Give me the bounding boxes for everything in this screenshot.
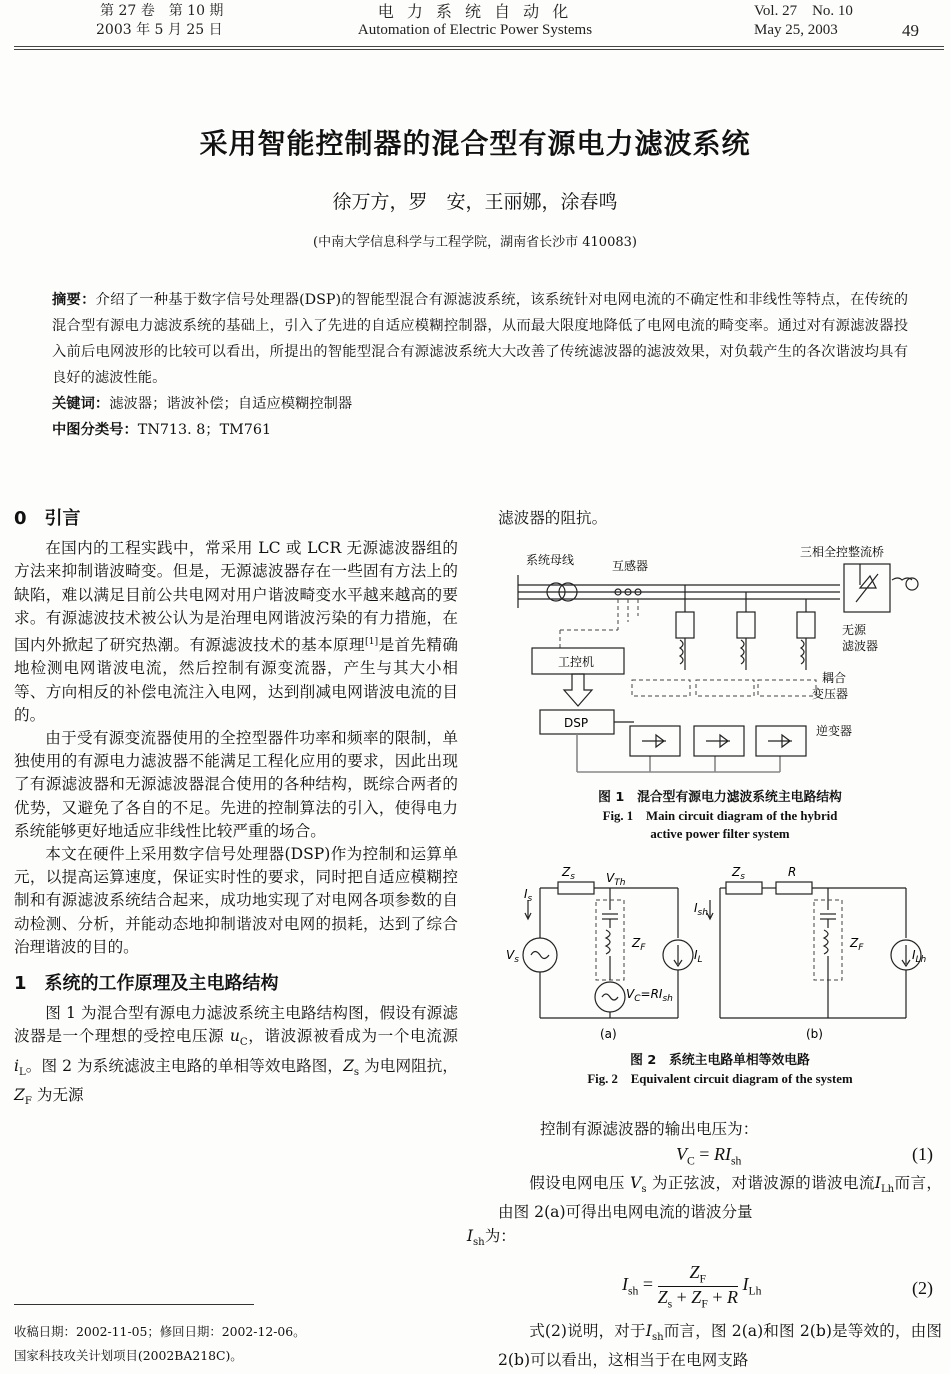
equation-2-number: (2) — [912, 1278, 933, 1298]
svg-text:ZF: $Z_F$ — [632, 936, 646, 953]
right-column-continuation: 滤波器的阻抗。 — [498, 509, 608, 527]
keywords: 滤波器；谐波补偿；自适应模糊控制器 — [109, 396, 353, 412]
svg-text:VTh: $V_{Th}$ — [606, 871, 626, 888]
intro-paragraph-1: 在国内的工程实践中，常采用 LC 或 LCR 无源滤波器组的方法来抑制谐波畸变。但是，无源滤波器存在一些固有方法上的缺陷，难以满足目前公共电网对用户谐波畸变水平越来越高的要求。有源滤波技术被公认为是治理电网谐波污染的有力措施，在国内外掀起了研究热潮。有源滤波技术的基本原理[1]是首先精确地检测电网谐波电流，然后控制有源变流器，产生与其大小相等、方向相反的补偿电流注入电网，达到削减电网谐波电流的目的。 — [14, 539, 458, 724]
section-0-title: 0 引言 — [14, 508, 81, 529]
figure-1-caption-cn: 图 1 混合型有源电力滤波系统主电路结构 — [598, 790, 842, 805]
left-column — [14, 507, 458, 1113]
figure-1-caption — [500, 789, 940, 843]
filter-branch-3 — [756, 599, 816, 756]
equation-1-number: (1) — [912, 1144, 933, 1164]
intro-paragraph-2: 由于受有源变流器使用的全控型器件功率和频率的限制，单独使用的有源电力滤波器不能满足工程化应用的要求，因此出现了有源滤波器和无源滤波器混合使用的各种结构，既综合两者的优势，又避免了各自的不足。先进的控制算法的引入，使得电力系统能够更好地适应非线性比较严重的场合。 — [14, 729, 458, 840]
paragraph-equivalence: 式(2)说明，对于$I_{sh}$而言，图 2(a)和图 2(b)是等效的，由图 2(b)可以看出，这相当于在电网支路 — [498, 1322, 942, 1370]
svg-text:Is: $I_s$ — [524, 887, 533, 904]
figure-2-equivalent-circuits — [500, 858, 940, 1048]
equation-2: $I_{sh}$ = $\frac{Z_F}{Z_s + Z_F + R}$ $I_{Lh}$ — [622, 1262, 762, 1311]
authors: 徐万方，罗 安，王丽娜，涂春鸣 — [332, 191, 618, 213]
svg-text:ILh: $I_{Lh}$ — [912, 948, 927, 965]
paragraph-harmonic: 假设电网电压 $V_s$ 为正弦波，对谐波源的谐波电流$I_{Lh}$而言，由图 2(a)可得出电网电流的谐波分量 $I_{sh}$为： — [466, 1174, 942, 1248]
svg-text:Ish: $I_{sh}$ — [694, 901, 708, 918]
equation-intro: 控制有源滤波器的输出电压为： — [540, 1120, 759, 1138]
figure-2-caption — [500, 1052, 940, 1088]
citation-ref: [1] — [364, 636, 379, 648]
label-passive-filter-1: 无源 — [842, 623, 867, 637]
label-transformer-ct: 互感器 — [612, 559, 649, 573]
clc-label: 中图分类号： — [52, 422, 138, 438]
keywords-label: 关键词： — [52, 396, 110, 412]
svg-text:R: R — [788, 865, 797, 879]
label-ipc: 工控机 — [558, 655, 595, 669]
footnote-dates: 收稿日期：2002-11-05；修回日期：2002-12-06。 — [14, 1324, 306, 1339]
footnote-fund: 国家科技攻关计划项目(2002BA218C)。 — [14, 1348, 243, 1363]
label-inverter: 逆变器 — [816, 724, 853, 738]
figure-2a-label: (a) — [600, 1027, 617, 1041]
svg-text:ZF: $Z_F$ — [850, 936, 864, 953]
figure-2-caption-cn: 图 2 系统主电路单相等效电路 — [630, 1053, 810, 1068]
header-rule-2 — [14, 49, 944, 50]
figure-1-caption-en-1: Fig. 1 Main circuit diagram of the hybrid — [602, 809, 838, 823]
paper-title: 采用智能控制器的混合型有源电力滤波系统 — [199, 127, 751, 160]
label-rectifier: 三相全控整流桥 — [800, 545, 885, 559]
footnote-rule — [14, 1304, 254, 1305]
abstract — [52, 287, 908, 443]
svg-text:Zs: $Z_s$ — [732, 865, 745, 882]
filter-branch-1 — [630, 585, 694, 756]
svg-text:IL: $I_L$ — [694, 948, 703, 965]
svg-text:VC=RIsh: $V_C=RI_{sh}$ — [626, 987, 673, 1004]
section-1-title: 1 系统的工作原理及主电路结构 — [14, 973, 279, 995]
circuit-b — [707, 882, 921, 1018]
svg-text:Zs: $Z_s$ — [562, 865, 575, 882]
figure-1-caption-en-2: active power filter system — [650, 827, 790, 841]
intro-paragraph-3: 本文在硬件上采用数字信号处理器(DSP)作为控制和运算单元，以提高运算速度，保证实时性的要求，同时把自适应模糊控制和有源滤波系统结合起来，成功地实现了对电网各项参数的自动检测、分析，并能动态地抑制谐波对电网的损耗，达到了综合治理谐波的目的。 — [14, 845, 458, 956]
header-volume-cn: 第 27 卷 第 10 期 — [100, 3, 224, 19]
label-passive-filter-2: 滤波器 — [842, 639, 879, 653]
abstract-label: 摘要： — [52, 292, 96, 308]
svg-text:Vs: $V_s$ — [506, 948, 519, 965]
header-journal-en: Automation of Electric Power Systems — [357, 22, 593, 38]
filter-branch-2 — [694, 592, 755, 756]
abstract-text: 介绍了一种基于数字信号处理器(DSP)的智能型混合有源滤波系统，该系统针对电网电流的不确定性和非线性等特点，在传统的混合型有源电力滤波系统的基础上，引入了先进的自适应模糊控制器，从而最大限度地降低了电网电流的畸变率。通过对有源滤波器投入前后电网波形的比较可以看出，所提出的智能型混合有源滤波系统大大改善了传统滤波器的滤波效果，对负载产生的各次谐波均具有良好的滤波性能。 — [52, 292, 908, 386]
header-journal-cn: 电 力 系 统 自 动 化 — [377, 2, 573, 21]
label-system-bus: 系统母线 — [526, 553, 575, 567]
header-date-cn: 2003 年 5 月 25 日 — [96, 22, 223, 38]
clc-number: TN713. 8；TM761 — [137, 422, 272, 438]
affiliation: (中南大学信息科学与工程学院，湖南省长沙市 410083) — [313, 235, 637, 250]
page-number: 49 — [902, 21, 919, 40]
principle-paragraph-1: 图 1 为混合型有源电力滤波系统主电路结构图，假设有源滤波器是一个理想的受控电压源 $u_C$，谐波源被看成为一个电流源 $i_L$。图 2 为系统滤波主电路的单相等效电路图，$Z_s$ 为电网阻抗，$Z_F$ 为无源 — [14, 1004, 458, 1108]
label-dsp: DSP — [564, 716, 589, 730]
label-coupling-1: 耦合 — [822, 671, 847, 685]
header-volume-en: Vol. 27 No. 10 — [754, 3, 853, 19]
figure-2b-label: (b) — [806, 1027, 823, 1041]
figure-1-circuit — [500, 540, 940, 786]
label-coupling-2: 变压器 — [812, 687, 849, 701]
figure-2-caption-en: Fig. 2 Equivalent circuit diagram of the system — [587, 1072, 853, 1086]
header-date-en: May 25, 2003 — [754, 22, 838, 38]
header-rule — [14, 46, 944, 47]
equation-1: $V_C = RI_{sh}$ — [676, 1144, 742, 1168]
